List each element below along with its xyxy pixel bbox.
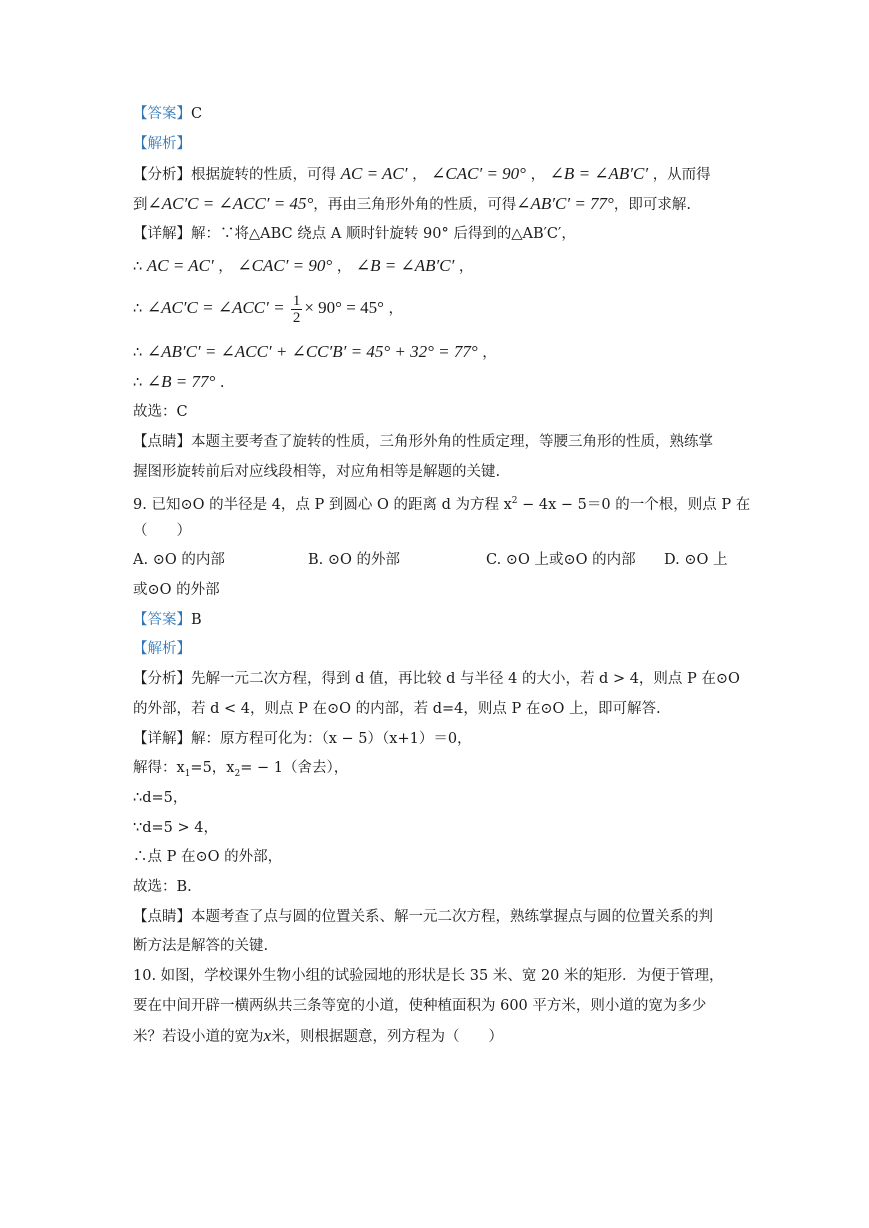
answer-value: C — [191, 106, 203, 122]
q8-detail-line-1 — [133, 224, 576, 244]
text: 解：原方程可化为：（x − 5）（x+1）＝0， — [191, 731, 472, 747]
text: ， — [388, 301, 403, 317]
math: ∠AC′C = ∠ACC′ = — [146, 298, 289, 317]
math: ∠CAC′ = 90° — [431, 164, 526, 183]
q9-dianjing-line-2 — [133, 936, 268, 956]
text: 9. 已知⊙O 的半径是 4，点 P 到圆心 O 的距离 d 为方程 x — [133, 496, 512, 513]
text: 或⊙O 的外部 — [133, 582, 220, 598]
superscript: 2 — [511, 496, 518, 506]
math: ∠B = 77° — [146, 372, 216, 391]
text: 根据旋转的性质，可得 — [191, 167, 336, 183]
text: 米，则根据题意，列方程为（ ） — [271, 1029, 504, 1045]
answer-tag: 【答案】 — [133, 106, 191, 122]
dianjing-tag: 【点睛】 — [133, 909, 191, 925]
text: . — [219, 375, 225, 391]
math: AC = AC′ — [146, 256, 214, 275]
text: ，从而得 — [652, 167, 711, 183]
text: 故选：C — [133, 404, 188, 420]
text: 握图形旋转前后对应线段相等，对应角相等是解题的关键. — [133, 464, 501, 480]
text: 故选：B. — [133, 879, 192, 895]
q8-answer-line — [133, 104, 202, 124]
q8-analysis-heading — [133, 134, 191, 154]
q9-choose — [133, 877, 192, 897]
q10-stem-line-2 — [133, 996, 706, 1016]
q8-dianjing-line-2 — [133, 462, 500, 482]
q9-detail-line-5 — [133, 847, 282, 867]
math-variable: x — [263, 1026, 272, 1045]
therefore: ∴ — [133, 375, 147, 391]
text: ， — [218, 259, 233, 275]
q9-dianjing-line-1 — [133, 907, 713, 927]
fenxi-tag: 【分析】 — [133, 671, 191, 687]
math: AC = AC′ — [340, 164, 408, 183]
q8-dianjing-line-1 — [133, 432, 713, 452]
q8-step-3 — [133, 342, 497, 363]
answer-tag: 【答案】 — [133, 612, 191, 628]
text: 10. 如图，学校课外生物小组的试验园地的形状是长 35 米、宽 20 米的矩形．为便于管理， — [133, 968, 724, 984]
text: − 4x − 5＝0 的一个根，则点 P 在 — [517, 496, 751, 513]
q9-fenxi-line-1 — [133, 669, 740, 689]
text: ∴点 P 在⊙O 的外部， — [133, 849, 283, 865]
text: ， — [412, 167, 427, 183]
q9-option-d-continued — [133, 580, 220, 600]
math: ∠AB′C′ = 77° — [516, 194, 614, 213]
text: ∴d=5， — [133, 790, 188, 806]
q8-step-1 — [133, 256, 473, 277]
text: ，再由三角形外角的性质，可得 — [313, 197, 517, 213]
q9-detail-line-4 — [133, 818, 218, 838]
text: ， — [336, 259, 352, 275]
detail-tag: 【详解】 — [133, 731, 191, 747]
q10-stem-line-1 — [133, 966, 724, 986]
q9-option-b: B. ⊙O 的外部 — [308, 552, 401, 568]
text: 的外部，若 d < 4，则点 P 在⊙O 的内部，若 d=4，则点 P 在⊙O 上，即可解答. — [133, 701, 661, 717]
text: 解得：x — [133, 760, 185, 776]
math: ∠AC′C = ∠ACC′ = 45° — [147, 194, 314, 213]
q9-detail-line-3 — [133, 788, 187, 808]
q8-fenxi-line-1 — [133, 164, 711, 185]
q8-choose — [133, 402, 188, 422]
text: =5，x — [190, 760, 235, 776]
dianjing-tag: 【点睛】 — [133, 434, 191, 450]
text: 到 — [133, 197, 148, 213]
text: （ ） — [133, 523, 191, 539]
fraction — [291, 293, 303, 326]
text: 解：∵将△ABC 绕点 A 顺时针旋转 90° 后得到的△AB′C′， — [191, 226, 576, 242]
q9-detail-line-2 — [133, 758, 348, 784]
fenxi-tag: 【分析】 — [133, 167, 191, 183]
math: ∠B = ∠AB′C′ — [355, 256, 455, 275]
q9-detail-line-1 — [133, 729, 472, 749]
q8-fenxi-line-2 — [133, 194, 691, 215]
analysis-tag: 【解析】 — [133, 641, 191, 657]
text: ， — [482, 345, 497, 361]
q9-stem-line-2 — [133, 521, 191, 541]
analysis-tag: 【解析】 — [133, 136, 191, 152]
math: ∠AB′C′ = ∠ACC′ + ∠CC′B′ = 45° + 32° = 77° — [146, 342, 478, 361]
q10-stem-line-3 — [133, 1026, 503, 1047]
fraction-numerator: 1 — [292, 292, 301, 309]
therefore: ∴ — [133, 345, 147, 361]
text: 断方法是解答的关键. — [133, 938, 269, 954]
q9-fenxi-line-2 — [133, 699, 661, 719]
text: 先解一元二次方程，得到 d 值，再比较 d 与半径 4 的大小，若 d > 4，则点 P 在⊙O — [191, 671, 740, 687]
math: ∠B = ∠AB′C′ — [549, 164, 649, 183]
text: 本题考查了点与圆的位置关系、解一元二次方程，熟练掌握点与圆的位置关系的判 — [191, 909, 713, 925]
detail-tag: 【详解】 — [133, 226, 191, 242]
q9-stem-line-1 — [133, 491, 750, 515]
text: ， — [530, 167, 546, 183]
text: = − 1（舍去）， — [240, 760, 349, 776]
q8-step-2 — [133, 290, 403, 327]
therefore: ∴ — [133, 301, 147, 317]
q9-option-c: C. ⊙O 上或⊙O 的内部 — [486, 552, 636, 568]
therefore: ∴ — [133, 259, 147, 275]
fraction-denominator: 2 — [292, 309, 301, 326]
q9-option-d: D. ⊙O 上 — [664, 552, 728, 568]
math: ∠CAC′ = 90° — [237, 256, 333, 275]
q9-answer-line — [133, 610, 202, 630]
text: ∵d=5 > 4， — [133, 820, 218, 836]
subscript: 1 — [184, 768, 191, 779]
text: ，即可求解. — [613, 197, 691, 213]
math: × 90° = 45° — [304, 298, 384, 317]
q9-option-a: A. ⊙O 的内部 — [133, 552, 225, 568]
q9-analysis-heading — [133, 639, 191, 659]
text: 本题主要考查了旋转的性质，三角形外角的性质定理，等腰三角形的性质，熟练掌 — [191, 434, 713, 450]
subscript: 2 — [234, 768, 241, 779]
text: 米？若设小道的宽为 — [133, 1029, 264, 1045]
text: 要在中间开辟一横两纵共三条等宽的小道，使种植面积为 600 平方米，则小道的宽为多少 — [133, 998, 707, 1014]
answer-value: B — [191, 612, 202, 628]
text: ， — [458, 259, 474, 275]
q8-step-4 — [133, 372, 224, 393]
